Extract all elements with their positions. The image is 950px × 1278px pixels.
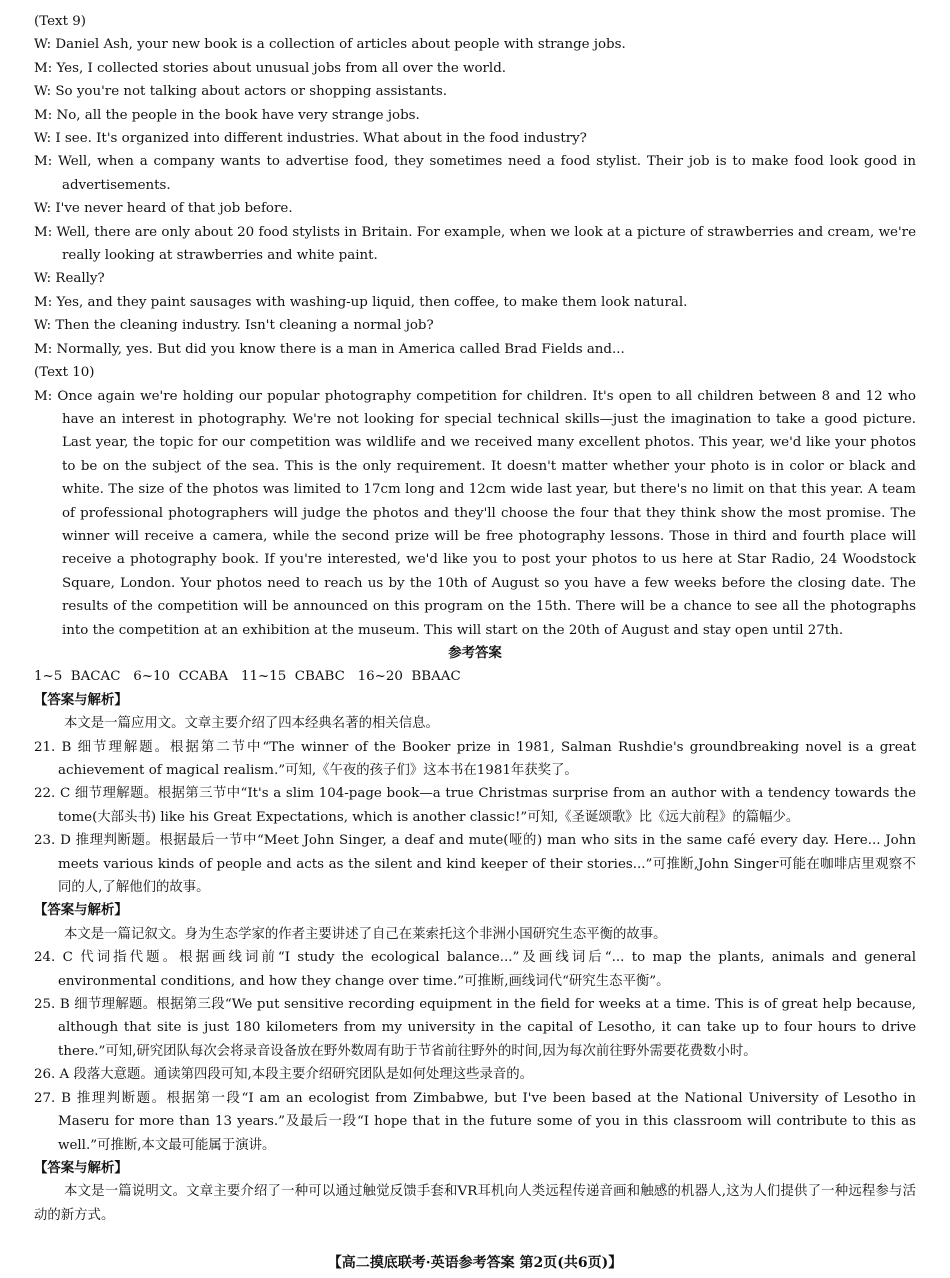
dialogue-line: W: Then the cleaning industry. Isn't cleaning a normal job? [34, 318, 434, 334]
text10-label: (Text 10) [34, 365, 95, 381]
explanation-item: 23. D 推理判断题。根据最后一节中“Meet John Singer, a deaf and mute(哑的) man who sits in the same café every day. Here... John meets various kinds of people and acts as the silent and kind keeper of their stories...”可推断,John Singer可能在咖啡店里观察不同的人,了解他们的故事。 [34, 833, 916, 896]
section-heading: 【答案与解析】 [34, 691, 128, 708]
text9-label: (Text 9) [34, 14, 86, 29]
section-heading: 【答案与解析】 [34, 902, 128, 919]
section-heading: 【答案与解析】 [34, 1159, 128, 1176]
dialogue-line: M: No, all the people in the book have very strange jobs. [34, 107, 420, 123]
explanation-item: 21. B 细节理解题。根据第二节中“The winner of the Booker prize in 1981, Salman Rushdie's groundbreaking novel is a great achievement of magical realism.”可知,《午夜的孩子们》这本书在1981年获奖了。 [34, 739, 916, 778]
dialogue-line: W: Really? [34, 271, 105, 287]
section-intro: 本文是一篇记叙文。身为生态学家的作者主要讲述了自己在莱索托这个非洲小国研究生态平衡的故事。 [64, 926, 667, 942]
dialogue-line: M: Well, there are only about 20 food stylists in Britain. For example, when we look at a picture of strawberries and cream, we're really looking at strawberries and white paint. [34, 224, 916, 264]
section-intro: 本文是一篇应用文。文章主要介绍了四本经典名著的相关信息。 [64, 716, 439, 732]
explanation-item: 25. B 细节理解题。根据第三段“We put sensitive recording equipment in the field for weeks at a time. This is of great help because, although that site is just 180 kilometers from my university in the capital of Lesotho, it can take up to four hours to drive there.”可知,研究团队每次会将录音设备放在野外数周有助于节省前往野外的时间,因为每次前往野外需要花费数小时。 [34, 997, 916, 1059]
answer-title: 参考答案 [448, 644, 502, 661]
monologue: M: Once again we're holding our popular photography competition for children. It's open to all children between 8 and 12 who have an interest in photography. We're not looking for special technical skills—just the imagination to take a good picture. Last year, the topic for our competition was wildlife and we received many excellent photos. This year, we'd like your photos to be on the subject of the sea. This is the only requirement. It doesn't matter whether your photo is in color or black and white. The size of the photos was limited to 17cm long and 12cm wide last year, but there's no limit on that this year. A team of professional photographers will judge the photos and they'll choose the four that they think show the most promise. The winner will receive a camera, while the second prize will be free photography lessons. Those in third and fourth place will receive a photography book. If you're interested, we'd like you to post your photos to us here at Star Radio, 24 Woodstock Square, London. Your photos need to reach us by the 10th of August so you have a few weeks before the closing date. The results of the competition will be announced on this program on the 15th. There will be a chance to see all the photographs into the competition at an exhibition at the museum. This will start on the 20th of August and stay open until 27th. [34, 388, 916, 638]
dialogue-line: W: I've never heard of that job before. [34, 201, 293, 217]
explanation-item: 24. C 代词指代题。根据画线词前“I study the ecological balance...”及画线词后“... to map the plants, animals and general environmental conditions, and how they change over time.”可推断,画线词代“研究生态平衡”。 [34, 950, 916, 989]
explanation-item: 22. C 细节理解题。根据第三节中“It's a slim 104-page book—a true Christmas surprise from an author with a tendency towards the tome(大部头书) like his Great Expectations, which is another classic!”可知,《圣诞颂歌》比《远大前程》的篇幅少。 [34, 786, 916, 825]
page-footer: 【高二摸底联考·英语参考答案 第2页(共6页)】 [327, 1255, 623, 1271]
dialogue-line: W: I see. It's organized into different industries. What about in the food industry? [34, 131, 587, 147]
dialogue-line: M: Well, when a company wants to advertise food, they sometimes need a food stylist. Their job is to make food look good in advertisements. [34, 154, 916, 193]
dialogue-line: M: Normally, yes. But did you know there is a man in America called Brad Fields and... [34, 341, 625, 357]
dialogue-line: W: So you're not talking about actors or shopping assistants. [34, 84, 448, 100]
dialogue-line: M: Yes, and they paint sausages with washing-up liquid, then coffee, to make them look natural. [34, 294, 688, 310]
dialogue-line: W: Daniel Ash, your new book is a collection of articles about people with strange jobs. [34, 37, 626, 53]
dialogue-line: M: Yes, I collected stories about unusual jobs from all over the world. [34, 60, 507, 76]
explanation-item: 26. A 段落大意题。通读第四段可知,本段主要介绍研究团队是如何处理这些录音的。 [34, 1067, 534, 1083]
explanation-item: 27. B 推理判断题。根据第一段“I am an ecologist from Zimbabwe, but I've been based at the National University of Lesotho in Maseru for more than 13 years.”及最后一段“I hope that in the future some of you in this classroom will contribute to this as well.”可推断,本文最可能属于演讲。 [34, 1090, 916, 1153]
answer-key: 1~5 BACAC 6~10 CCABA 11~15 CBABC 16~20 BBAAC [34, 669, 461, 685]
section-intro: 本文是一篇说明文。文章主要介绍了一种可以通过触觉反馈手套和VR耳机向人类远程传递音画和触感的机器人,这为人们提供了一种远程参与活动的新方式。 [34, 1184, 916, 1223]
